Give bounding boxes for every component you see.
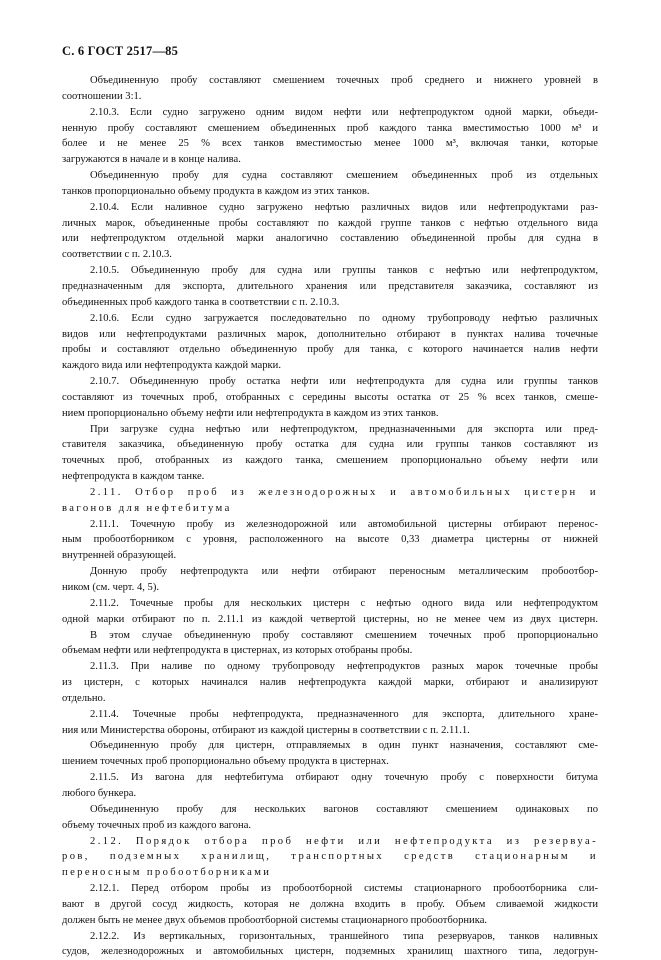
- text-line: объемам нефти или нефтепродукта в цистернах, из которых отобраны пробы.: [62, 645, 413, 657]
- text-line: 2.10.5. Объединенную пробу для судна или группы танков с нефтью или нефтепродуктом,: [90, 265, 598, 277]
- text-line: 2.11.1. Точечную пробу из железнодорожной или автомобильной цистерны отбирают перенос-: [90, 518, 598, 530]
- text-line: 2.11.5. Из вагона для нефтебитума отбирают одну точечную пробу с поверхности битума: [90, 772, 598, 784]
- text-line: 2.10.4. Если наливное судно загружено нефтью различных видов или нефтепродуктами раз-: [90, 201, 598, 213]
- text-line: 2.10.7. Объединенную пробу остатка нефти или нефтепродукта для судна или группы танков: [90, 376, 598, 388]
- text-line: внутренней образующей.: [62, 550, 177, 562]
- text-line: Объединенную пробу для цистерн, отправляемых в один пункт назначения, составляют сме-: [90, 740, 598, 752]
- section-heading-line: 2.11. Отбор проб из железнодорожных и автомобильных цистерн и: [90, 486, 598, 498]
- text-line: предназначенным для экспорта, длительного хранения или представителя заказчика, составляют из: [62, 280, 598, 292]
- text-line: вают в другой сосуд жидкость, которая не должна входить в пробу. Объем сливаемой жидкости: [62, 898, 598, 910]
- text-line: видов или нефтепродуктами различных марок, дополнительно отбирают в пунктах налива точечные: [62, 328, 598, 340]
- text-line: пробы и составляют отдельно объединенную пробу для танка, с которого начинается налив нефти: [62, 344, 598, 356]
- text-line: или нефтепродуктом отдельной марки аналогично составлению объединенной пробы для судна в: [62, 233, 598, 245]
- text-line: 2.12.2. Из вертикальных, горизонтальных, траншейного типа резервуаров, танков наливных: [90, 930, 598, 942]
- section-heading-line: переносным пробоотборниками: [62, 867, 272, 879]
- text-line: судов, железнодорожных и автомобильных цистерн, подземных хранилищ шахтного типа, ледогрун-: [62, 946, 598, 958]
- text-line: ставителя заказчика, объединенную пробу остатка для судна или группы танков составляют из: [62, 439, 598, 451]
- text-line: Объединенную пробу для нескольких вагонов составляют смешением одинаковых по: [90, 803, 598, 815]
- text-line: каждого вида или нефтепродукта каждой марки.: [62, 360, 281, 372]
- section-heading-line: вагонов для нефтебитума: [62, 502, 232, 514]
- text-line: шением точечных проб пропорционально объему продукта в цистернах.: [62, 756, 389, 768]
- section-heading-line: 2.12. Порядок отбора проб нефти или нефтепродукта из резервуа-: [90, 835, 598, 847]
- text-line: точечных проб, отобранных из каждого танка, смешением пропорционально объему нефти или: [62, 455, 598, 467]
- text-line: нием пропорционально объему нефти или нефтепродукта в каждом из этих танков.: [62, 407, 439, 419]
- text-line: соответствии с п. 2.10.3.: [62, 249, 172, 261]
- section-heading-line: ров, подземных хранилищ, транспортных средств стационарным и: [62, 851, 598, 863]
- page-header: С. 6 ГОСТ 2517—85: [62, 44, 179, 58]
- text-line: из цистерн, с которых начинался налив нефтепродукта каждой марки, отбирают и анализируют: [62, 677, 598, 689]
- text-line: 2.11.3. При наливе по одному трубопроводу нефтепродуктов разных марок точечные пробы: [90, 661, 598, 673]
- text-line: любого бункера.: [62, 787, 137, 799]
- text-line: В этом случае объединенную пробу составляют смешением точечных проб пропорционально: [90, 629, 598, 641]
- text-line: 2.10.3. Если судно загружено одним видом нефти или нефтепродуктом одной марки, объеди-: [90, 106, 598, 118]
- text-line: ником (см. черт. 4, 5).: [62, 582, 160, 593]
- text-line: одной марки отбирают по п. 2.11.1 из каждой четвертой цистерны, но не менее чем из двух цистерн.: [62, 613, 598, 625]
- text-line: соотношении 3:1.: [62, 90, 142, 102]
- text-line: 2.11.2. Точечные пробы для нескольких цистерн с нефтью одного вида или нефтепродуктом: [90, 597, 598, 609]
- text-line: При загрузке судна нефтью или нефтепродуктом, предназначенными для экспорта или пред-: [90, 423, 598, 435]
- text-line: 2.10.6. Если судно загружается последовательно по одному трубопроводу нефтью различных: [90, 312, 598, 324]
- text-line: Объединенную пробу составляют смешением точечных проб среднего и нижнего уровней в: [90, 75, 598, 86]
- text-line: личных марок, объединенные пробы составляют по каждой группе танков с нефтью отдельного вида: [62, 217, 598, 229]
- text-line: Объединенную пробу для судна составляют смешением объединенных проб из отдельных: [90, 170, 598, 182]
- text-line: составляют из точечных проб, отобранных с середины высоты остатка от 25 % всех танков, смеше-: [62, 391, 598, 403]
- text-line: танков пропорционально объему продукта в каждом из этих танков.: [62, 185, 370, 197]
- text-line: 2.11.4. Точечные пробы нефтепродукта, предназначенного для экспорта, длительного хране-: [90, 708, 598, 720]
- text-line: ния или Министерства обороны, отбирают из каждой цистерны в соответствии с п. 2.11.1.: [62, 724, 470, 736]
- text-line: отдельно.: [62, 692, 106, 704]
- text-line: нефтепродукта в каждом танке.: [62, 471, 205, 483]
- text-line: более и не менее 25 % всех танков вместимостью менее 1000 м³, включая танки, которые: [62, 138, 598, 150]
- text-line: Донную пробу нефтепродукта или нефти отбирают переносным металлическим пробоотбор-: [90, 566, 598, 578]
- text-line: ным пробоотборником с уровня, расположенного на высоте 0,33 диаметра цистерны от нижней: [62, 534, 598, 546]
- text-line: 2.12.1. Перед отбором пробы из пробоотборной системы стационарного пробоотборника сли-: [90, 883, 598, 895]
- body-text: [62, 73, 598, 960]
- text-line: объему точечных проб из каждого вагона.: [62, 819, 252, 831]
- text-line: ненную пробу составляют смешением объединенных проб каждого танка вместимостью 1000 м³ и: [62, 122, 598, 134]
- text-line: должен быть не менее двух объемов пробоотборной системы стационарного пробоотборника.: [62, 914, 488, 926]
- text-line: загружаются в начале и в конце налива.: [62, 154, 241, 166]
- text-line: объединенных проб каждого танка в соответствии с п. 2.10.3.: [62, 296, 340, 308]
